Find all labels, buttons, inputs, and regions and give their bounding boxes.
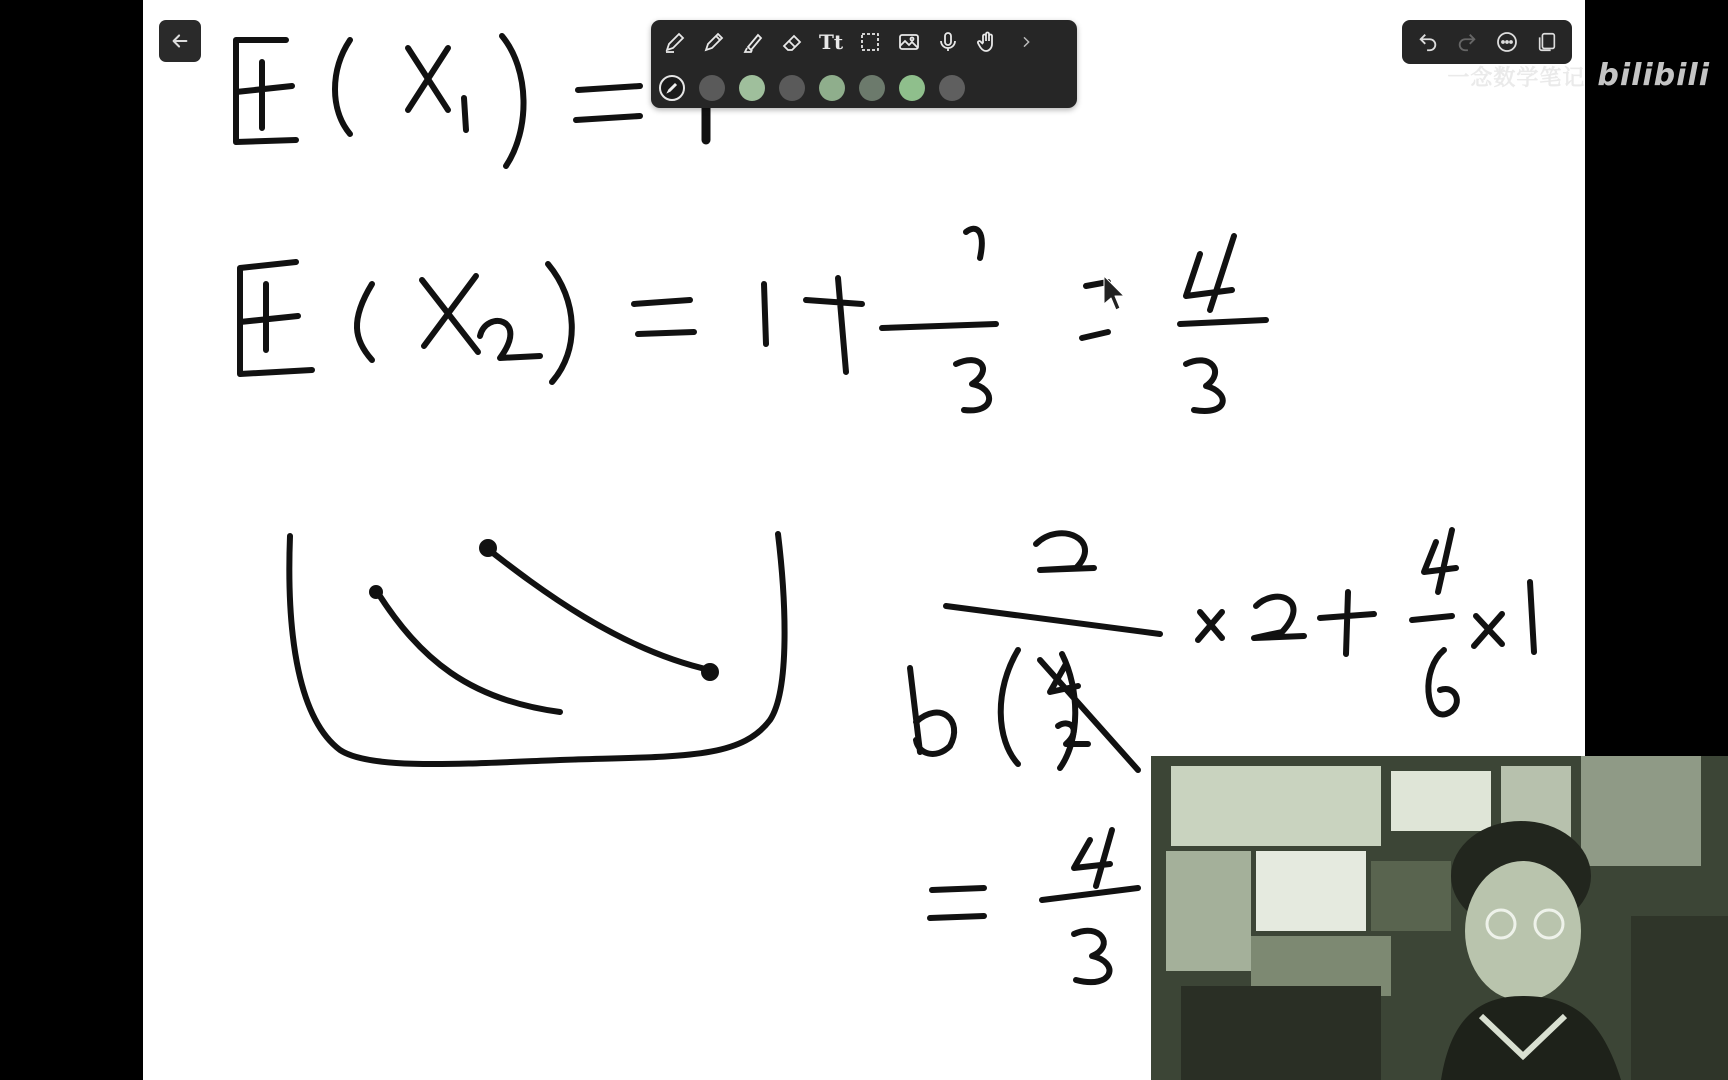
image-icon	[897, 30, 921, 54]
lasso-tool[interactable]	[854, 26, 886, 58]
drawing-toolbar	[651, 20, 1077, 108]
microphone-tool[interactable]	[932, 26, 964, 58]
hand-tool[interactable]	[971, 26, 1003, 58]
tool-row	[659, 26, 1042, 60]
uploader-handle: 一念数学笔记	[1447, 66, 1586, 91]
pencil-icon	[702, 30, 726, 54]
more-tools-button[interactable]	[1010, 26, 1042, 58]
eraser-tool[interactable]	[776, 26, 808, 58]
pencil-tool[interactable]	[698, 26, 730, 58]
mouse-cursor	[1104, 276, 1124, 310]
redo-icon[interactable]	[1456, 31, 1478, 53]
pen-small-icon	[666, 82, 678, 94]
back-button[interactable]	[159, 20, 201, 62]
text-tool[interactable]	[815, 26, 847, 58]
bilibili-logo: bilibili	[1597, 58, 1710, 93]
color-swatch-3[interactable]	[739, 75, 765, 101]
pen-tool[interactable]	[659, 26, 691, 58]
chevron-right-icon	[1018, 34, 1034, 50]
more-options-icon[interactable]	[1495, 30, 1519, 54]
highlighter-icon	[741, 30, 765, 54]
color-swatch-black[interactable]	[659, 75, 685, 101]
color-swatch-4[interactable]	[779, 75, 805, 101]
lasso-select-icon	[858, 30, 882, 54]
bilibili-watermark	[1310, 58, 1710, 98]
color-swatch-6[interactable]	[859, 75, 885, 101]
bucket-diagram	[289, 534, 784, 764]
eraser-icon	[780, 30, 804, 54]
highlighter-tool[interactable]	[737, 26, 769, 58]
image-tool[interactable]	[893, 26, 925, 58]
text-icon: Tt	[818, 30, 844, 54]
microphone-icon	[936, 30, 960, 54]
color-swatch-5[interactable]	[819, 75, 845, 101]
color-swatch-2[interactable]	[699, 75, 725, 101]
color-palette	[659, 72, 965, 104]
pages-icon[interactable]	[1536, 31, 1558, 53]
equation-line-2	[240, 229, 1266, 411]
hand-icon	[975, 30, 999, 54]
equation-line-1	[236, 36, 706, 166]
color-swatch-7[interactable]	[899, 75, 925, 101]
webcam-overlay	[1151, 756, 1728, 1080]
color-swatch-8[interactable]	[939, 75, 965, 101]
arrow-left-icon	[169, 30, 191, 52]
pen-icon	[663, 30, 687, 54]
undo-icon[interactable]	[1417, 31, 1439, 53]
webcam-feed-image	[1151, 756, 1728, 1080]
